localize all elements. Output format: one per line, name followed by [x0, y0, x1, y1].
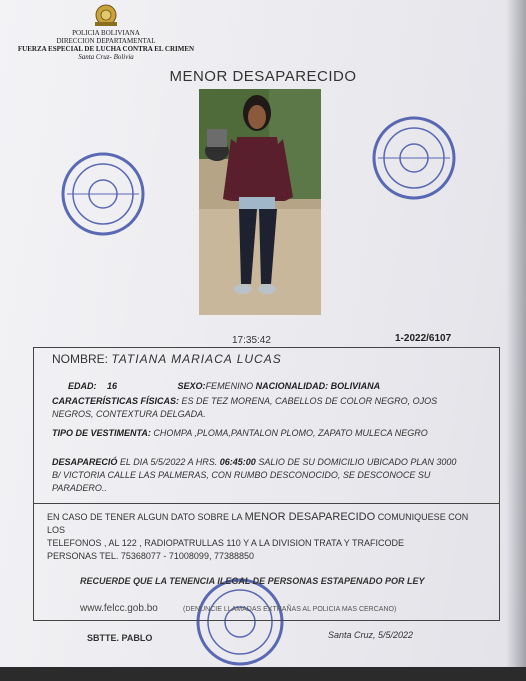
features-label: CARACTERÍSTICAS FÍSICAS: [52, 396, 180, 406]
nationality-value: BOLIVIANA [330, 381, 381, 391]
background-surface [0, 667, 526, 681]
features-text: ES DE TEZ MORENA, CABELLOS DE COLOR NEGRO, OJOS [181, 396, 438, 406]
contact-line-3: TELEFONOS , AL 122 , RADIOPATRULLAS 110 Y A LA DIVISION TRATA Y TRAFICODE [47, 538, 404, 548]
name-label: NOMBRE: [52, 352, 109, 366]
print-time: 17:35:42 [232, 335, 271, 346]
missing-text-2: SALIO DE SU DOMICILIO UBICADO PLAN 3000 [258, 457, 457, 467]
agency-header [0, 29, 212, 61]
place-date: Santa Cruz, 5/5/2022 [328, 630, 414, 640]
page-edge-shadow [506, 0, 526, 681]
police-crest-icon [92, 3, 120, 27]
report-note: (DENUNCIE LLAMADAS EXTRAÑAS AL POLICIA MAS CERCANO) [183, 606, 397, 613]
sex-label: SEXO: [177, 381, 206, 391]
missing-details [52, 456, 497, 495]
missing-person-photo [199, 89, 321, 315]
poster-title: MENOR DESAPARECIDO [169, 68, 357, 85]
name-row [52, 352, 282, 367]
official-stamp-right-icon [366, 110, 462, 206]
missing-hour: 06:45:00 [219, 457, 256, 467]
photo-image [199, 89, 321, 315]
contact-line-1c: COMUNIQUESE CON [377, 512, 469, 522]
missing-text-4: PARADERO.. [52, 483, 107, 493]
header-line-1: POLICIA BOLIVIANA [72, 29, 140, 37]
legal-notice: RECUERDE QUE LA TENENCIA ILEGAL DE PERSONAS ESTAPENADO POR LEY [80, 576, 425, 586]
features-row [52, 395, 492, 421]
age-label: EDAD: [68, 381, 97, 391]
clothing-text: CHOMPA ,PLOMA,PANTALON PLOMO, ZAPATO MULECA NEGRO [153, 428, 428, 438]
clothing-row [52, 427, 428, 440]
contact-line-1a: EN CASO DE TENER ALGUN DATO SOBRE LA [47, 512, 243, 522]
missing-label: DESAPARECIÓ [52, 457, 118, 467]
contact-line-2: LOS [47, 525, 66, 535]
basic-data-row [68, 380, 380, 393]
header-line-4: Santa Cruz- Bolivia [78, 53, 134, 61]
case-number: 1-2022/6107 [395, 333, 452, 344]
age-value: 16 [107, 381, 118, 391]
contact-text [47, 511, 492, 563]
features-text-2: NEGROS, CONTEXTURA DELGADA. [52, 409, 206, 419]
header-line-2: DIRECCION DEPARTAMENTAL [56, 37, 156, 45]
sex-value: FEMENINO [205, 381, 254, 391]
clothing-label: TIPO DE VESTIMENTA: [52, 428, 151, 438]
nationality-label: NACIONALIDAD: [255, 381, 329, 391]
official-stamp-left-icon [55, 146, 151, 242]
person-name: TATIANA MARIACA LUCAS [111, 352, 282, 366]
contact-line-4: PERSONAS TEL. 75368077 - 71008099, 77388850 [47, 551, 254, 561]
missing-text-1: EL DIA 5/5/2022 A HRS. [119, 457, 218, 467]
missing-text-3: B/ VICTORIA CALLE LAS PALMERAS, CON RUMBO DESCONOCIDO, SE DESCONOCE SU [52, 470, 431, 480]
header-line-3: FUERZA ESPECIAL DE LUCHA CONTRA EL CRIMEN [17, 45, 195, 53]
website-link[interactable]: www.felcc.gob.bo [80, 603, 158, 614]
officer-name: SBTTE. PABLO [87, 633, 153, 643]
contact-line-1b: MENOR DESAPARECIDO [244, 511, 376, 523]
